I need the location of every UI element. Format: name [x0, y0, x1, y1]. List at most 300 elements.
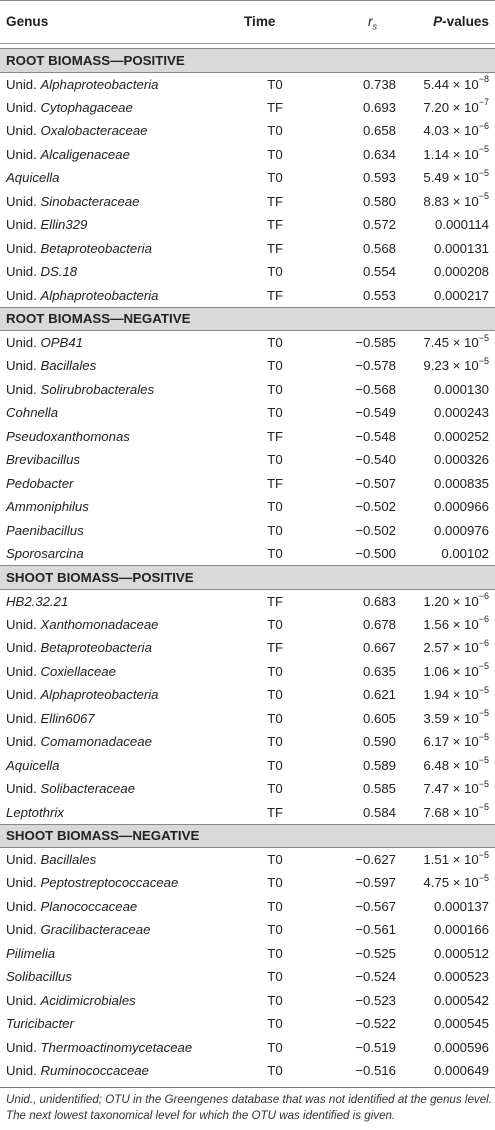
table-row — [0, 378, 495, 402]
time-cell: T0 — [267, 781, 283, 797]
genus-cell — [0, 72, 246, 96]
genus-cell — [0, 871, 246, 895]
genus-prefix: Unid. — [6, 1039, 37, 1055]
genus-cell — [0, 1059, 246, 1083]
rs-cell: −0.627 — [355, 852, 396, 867]
genus-prefix: Unid. — [6, 687, 37, 703]
pvalue-cell — [398, 237, 495, 261]
genus-cell — [0, 542, 246, 566]
genus-prefix: Unid. — [6, 898, 37, 914]
genus-cell — [0, 378, 246, 402]
time-cell: T0 — [267, 358, 283, 374]
genus-cell — [0, 683, 246, 707]
genus-prefix: Unid. — [6, 99, 37, 115]
time-cell: T0 — [267, 522, 283, 538]
pvalue-cell — [398, 895, 495, 919]
pvalue-cell — [398, 119, 495, 143]
section-header-row — [0, 49, 495, 73]
table-row — [0, 425, 495, 449]
genus-name: Solibacillus — [6, 969, 72, 985]
table-row — [0, 965, 495, 989]
pvalue-text: 0.000835 — [433, 475, 489, 491]
genus-name: Leptothrix — [6, 804, 64, 820]
pvalue-text: 0.000649 — [433, 1063, 489, 1079]
pvalue-text: 0.000114 — [434, 217, 489, 233]
time-cell: T0 — [267, 76, 283, 92]
pvalue-text: 0.000130 — [433, 381, 489, 397]
table-row — [0, 1012, 495, 1036]
rs-cell: −0.525 — [355, 945, 396, 961]
rs-cell: 0.580 — [362, 193, 396, 209]
rs-cell: 0.572 — [362, 217, 396, 233]
pvalue-cell — [398, 260, 495, 284]
genus-name: Alcaligenaceae — [40, 146, 130, 162]
pvalue-mantissa: 8.83 × 10 — [423, 193, 479, 209]
table-row — [0, 72, 495, 96]
pvalue-exponent: −5 — [478, 755, 489, 766]
rs-cell: −0.516 — [355, 1063, 396, 1079]
genus-prefix: Unid. — [6, 381, 37, 397]
pvalue-text: 0.000326 — [433, 452, 489, 468]
rs-cell: 0.683 — [362, 593, 396, 609]
time-cell: T0 — [267, 734, 283, 750]
genus-name: Xanthomonadaceae — [40, 616, 159, 632]
pvalue-cell — [398, 848, 495, 872]
pvalue-cell — [398, 918, 495, 942]
pvalue-mantissa: 7.20 × 10 — [423, 99, 479, 115]
pvalue-mantissa: 1.51 × 10 — [423, 852, 479, 867]
rs-cell: 0.585 — [362, 781, 396, 797]
pvalue-cell — [398, 1012, 495, 1036]
table-row — [0, 848, 495, 872]
genus-prefix: Unid. — [6, 663, 37, 679]
genus-prefix: Unid. — [6, 992, 37, 1008]
pvalue-mantissa: 4.75 × 10 — [423, 875, 479, 891]
genus-name: Turicibacter — [6, 1016, 74, 1032]
genus-cell — [0, 1036, 246, 1060]
rs-cell: −0.585 — [355, 335, 396, 350]
pvalue-mantissa: 7.68 × 10 — [423, 804, 479, 820]
section-title: ROOT BIOMASS—POSITIVE — [0, 49, 495, 73]
table-row — [0, 683, 495, 707]
genus-cell — [0, 636, 246, 660]
rs-cell: −0.523 — [355, 992, 396, 1008]
time-cell: T0 — [267, 1063, 283, 1079]
pvalue-cell — [398, 354, 495, 378]
pvalue-text: 0.000596 — [433, 1039, 489, 1055]
time-cell: TF — [266, 428, 284, 444]
rs-cell: −0.500 — [355, 546, 396, 561]
genus-cell — [0, 119, 246, 143]
header-rs-sub: s — [372, 21, 378, 32]
pvalue-exponent: −5 — [478, 167, 489, 178]
table-row — [0, 237, 495, 261]
section-header-row — [0, 566, 495, 590]
genus-cell — [0, 942, 246, 966]
genus-name: Solibacteraceae — [40, 781, 136, 797]
rs-cell: −0.597 — [355, 875, 396, 891]
table-row — [0, 472, 495, 496]
table-row — [0, 143, 495, 167]
table-row — [0, 331, 495, 355]
genus-cell — [0, 754, 246, 778]
pvalue-cell — [398, 660, 495, 684]
header-p-suffix: -values — [442, 14, 489, 29]
genus-cell — [0, 589, 246, 613]
time-cell: T0 — [267, 898, 283, 914]
pvalue-text: 0.000542 — [433, 992, 489, 1008]
pvalue-mantissa: 5.44 × 10 — [423, 76, 479, 92]
genus-cell — [0, 96, 246, 120]
genus-prefix: Unid. — [6, 358, 37, 374]
rs-cell: −0.507 — [355, 475, 396, 491]
rs-cell: 0.678 — [362, 616, 396, 632]
rs-cell: 0.568 — [362, 240, 396, 256]
pvalue-cell — [398, 1059, 495, 1083]
table-body — [0, 49, 495, 1083]
pvalue-exponent: −8 — [478, 74, 489, 85]
time-cell: T0 — [267, 381, 283, 397]
pvalue-exponent: −6 — [478, 120, 489, 131]
genus-name: Ellin6067 — [40, 710, 95, 726]
pvalue-text: 0.000131 — [433, 240, 489, 256]
header-genus: Genus — [6, 14, 49, 29]
pvalue-cell — [398, 378, 495, 402]
genus-name: Bacillales — [40, 358, 97, 374]
genus-name: Sporosarcina — [6, 546, 84, 561]
genus-prefix: Unid. — [6, 734, 37, 750]
table-row — [0, 871, 495, 895]
pvalue-cell — [398, 284, 495, 308]
genus-cell — [0, 237, 246, 261]
table-row — [0, 495, 495, 519]
genus-name: Betaproteobacteria — [40, 640, 152, 656]
pvalue-exponent: −5 — [478, 849, 489, 860]
table-row — [0, 519, 495, 543]
pvalue-exponent: −5 — [478, 778, 489, 789]
table-row — [0, 260, 495, 284]
genus-name: Pseudoxanthomonas — [6, 428, 130, 444]
table-row — [0, 636, 495, 660]
genus-name: Alphaproteobacteria — [40, 76, 159, 92]
pvalue-cell — [398, 72, 495, 96]
pvalue-exponent: −5 — [478, 684, 489, 695]
time-cell: T0 — [267, 663, 283, 679]
time-cell: T0 — [267, 687, 283, 703]
rs-cell: −0.548 — [355, 428, 396, 444]
footnote: Unid., unidentified; OTU in the Greengenes database that was not identified at the genus level. The next lowest taxonomical level for which the OTU was identified is given. — [6, 1093, 492, 1122]
pvalue-text: 0.000523 — [433, 969, 489, 985]
genus-prefix: Unid. — [6, 922, 37, 938]
pvalue-exponent: −5 — [478, 872, 489, 883]
rs-cell: −0.568 — [355, 381, 396, 397]
genus-cell — [0, 354, 246, 378]
header-rs-letter: r — [368, 14, 373, 29]
pvalue-exponent: −6 — [478, 614, 489, 625]
time-cell: T0 — [267, 146, 283, 162]
pvalue-cell — [398, 495, 495, 519]
genus-name: Pilimelia — [6, 945, 56, 961]
time-cell: TF — [266, 640, 284, 656]
time-cell: T0 — [267, 969, 283, 985]
table-row — [0, 754, 495, 778]
genus-cell — [0, 848, 246, 872]
rs-cell: −0.502 — [355, 499, 396, 515]
pvalue-cell — [398, 801, 495, 825]
table-row — [0, 918, 495, 942]
pvalue-text: 0.000966 — [433, 499, 489, 515]
time-cell: T0 — [267, 405, 283, 421]
genus-prefix: Unid. — [6, 781, 37, 797]
genus-prefix: Unid. — [6, 852, 37, 867]
time-cell: TF — [266, 804, 284, 820]
time-cell: T0 — [267, 452, 283, 468]
pvalue-exponent: −5 — [478, 355, 489, 366]
genus-prefix: Unid. — [6, 335, 37, 350]
header-p-letter: P — [433, 14, 443, 29]
rs-cell: 0.635 — [362, 663, 396, 679]
genus-prefix: Unid. — [6, 217, 37, 233]
table-row — [0, 801, 495, 825]
pvalue-exponent: −5 — [478, 661, 489, 672]
time-cell: T0 — [267, 499, 283, 515]
genus-cell — [0, 190, 246, 214]
time-cell: TF — [266, 240, 284, 256]
genus-cell — [0, 965, 246, 989]
pvalue-cell — [398, 331, 495, 355]
rs-cell: −0.519 — [355, 1039, 396, 1055]
genus-cell — [0, 425, 246, 449]
rs-cell: −0.540 — [355, 452, 396, 468]
time-cell: T0 — [267, 264, 283, 280]
time-cell: T0 — [267, 992, 283, 1008]
time-cell: TF — [266, 475, 284, 491]
rs-cell: 0.693 — [362, 99, 396, 115]
genus-name: Acidimicrobiales — [40, 992, 136, 1008]
table-row — [0, 1059, 495, 1083]
time-cell: T0 — [267, 757, 283, 773]
table-row — [0, 1036, 495, 1060]
pvalue-text: 0.000217 — [433, 287, 489, 303]
pvalue-cell — [398, 1036, 495, 1060]
pvalue-cell — [398, 754, 495, 778]
table-row — [0, 401, 495, 425]
pvalue-exponent: −5 — [478, 802, 489, 813]
section-header-row — [0, 307, 495, 331]
genus-name: Sinobacteraceae — [40, 193, 140, 209]
genus-name: Comamonadaceae — [40, 734, 152, 750]
genus-name: Coxiellaceae — [40, 663, 116, 679]
pvalue-cell — [398, 730, 495, 754]
time-cell: TF — [266, 287, 284, 303]
table-row — [0, 542, 495, 566]
pvalue-mantissa: 1.20 × 10 — [423, 593, 479, 609]
pvalue-mantissa: 5.49 × 10 — [423, 170, 479, 186]
table-row — [0, 660, 495, 684]
table-row — [0, 448, 495, 472]
genus-prefix: Unid. — [6, 146, 37, 162]
pvalue-cell — [398, 166, 495, 190]
table-row — [0, 707, 495, 731]
pvalue-mantissa: 6.17 × 10 — [423, 734, 479, 750]
pvalue-exponent: −6 — [478, 637, 489, 648]
pvalue-cell — [398, 777, 495, 801]
time-cell: T0 — [267, 852, 283, 867]
header-rule — [0, 43, 495, 44]
genus-name: DS.18 — [40, 264, 78, 280]
genus-cell — [0, 1012, 246, 1036]
pvalue-cell — [398, 613, 495, 637]
genus-name: Aquicella — [6, 757, 60, 773]
genus-name: HB2.32.21 — [6, 593, 69, 609]
time-cell: TF — [266, 593, 284, 609]
genus-prefix: Unid. — [6, 640, 37, 656]
pvalue-exponent: −5 — [478, 731, 489, 742]
pvalue-cell — [398, 965, 495, 989]
genus-prefix: Unid. — [6, 616, 37, 632]
time-cell: T0 — [267, 875, 283, 891]
table-row — [0, 942, 495, 966]
rs-cell: 0.605 — [362, 710, 396, 726]
genus-cell — [0, 401, 246, 425]
rs-cell: −0.578 — [355, 358, 396, 374]
genus-cell — [0, 448, 246, 472]
rs-cell: 0.589 — [362, 757, 396, 773]
genus-cell — [0, 260, 246, 284]
time-cell: TF — [266, 99, 284, 115]
genus-name: Thermoactinomycetaceae — [40, 1039, 193, 1055]
pvalue-mantissa: 3.59 × 10 — [423, 710, 479, 726]
genus-name: Solirubrobacterales — [40, 381, 155, 397]
pvalue-exponent: −5 — [478, 144, 489, 155]
genus-name: Cohnella — [6, 405, 59, 421]
rs-cell: 0.621 — [362, 687, 396, 703]
genus-cell — [0, 613, 246, 637]
genus-cell — [0, 707, 246, 731]
rs-cell: −0.549 — [355, 405, 396, 421]
rs-cell: −0.524 — [355, 969, 396, 985]
header-rs — [368, 14, 377, 32]
genus-cell — [0, 472, 246, 496]
pvalue-text: 0.000252 — [433, 428, 489, 444]
rs-cell: 0.667 — [362, 640, 396, 656]
table-row — [0, 96, 495, 120]
table-row — [0, 213, 495, 237]
table-row — [0, 166, 495, 190]
genus-name: Planococcaceae — [40, 898, 138, 914]
pvalue-mantissa: 1.56 × 10 — [423, 616, 479, 632]
genus-cell — [0, 801, 246, 825]
genus-cell — [0, 284, 246, 308]
genus-prefix: Unid. — [6, 875, 37, 891]
genus-cell — [0, 166, 246, 190]
genus-cell — [0, 519, 246, 543]
time-cell: T0 — [267, 1039, 283, 1055]
genus-prefix: Unid. — [6, 193, 37, 209]
pvalue-text: 0.000208 — [433, 264, 489, 280]
pvalue-text: 0.000166 — [433, 922, 489, 938]
genus-name: Ellin329 — [40, 217, 88, 233]
time-cell: T0 — [267, 1016, 283, 1032]
time-cell: T0 — [267, 123, 283, 139]
genus-prefix: Unid. — [6, 264, 37, 280]
genus-cell — [0, 989, 246, 1013]
pvalue-exponent: −6 — [478, 591, 489, 602]
pvalue-exponent: −7 — [478, 97, 489, 108]
pvalue-text: 0.000976 — [433, 522, 489, 538]
pvalue-cell — [398, 636, 495, 660]
genus-name: Pedobacter — [6, 475, 74, 491]
pvalue-cell — [398, 96, 495, 120]
table-row — [0, 989, 495, 1013]
genus-prefix: Unid. — [6, 240, 37, 256]
time-cell: TF — [266, 217, 284, 233]
pvalue-mantissa: 1.06 × 10 — [423, 663, 479, 679]
pvalue-text: 0.00102 — [441, 546, 489, 561]
pvalue-mantissa: 6.48 × 10 — [423, 757, 479, 773]
genus-prefix: Unid. — [6, 76, 37, 92]
genus-name: Alphaproteobacteria — [40, 687, 159, 703]
section-title: SHOOT BIOMASS—POSITIVE — [0, 566, 495, 590]
rs-cell: 0.553 — [362, 287, 396, 303]
time-cell: TF — [266, 193, 284, 209]
rs-cell: 0.590 — [362, 734, 396, 750]
genus-name: Brevibacillus — [6, 452, 81, 468]
genus-name: Alphaproteobacteria — [40, 287, 159, 303]
genus-name: Peptostreptococcaceae — [40, 875, 179, 891]
pvalue-text: 0.000545 — [433, 1016, 489, 1032]
genus-name: Betaproteobacteria — [40, 240, 152, 256]
genus-cell — [0, 143, 246, 167]
genus-cell — [0, 777, 246, 801]
genus-prefix: Unid. — [6, 123, 37, 139]
rs-cell: 0.584 — [362, 804, 396, 820]
pvalue-cell — [398, 519, 495, 543]
table-row — [0, 777, 495, 801]
pvalue-cell — [398, 472, 495, 496]
time-cell: T0 — [267, 170, 283, 186]
pvalue-exponent: −5 — [478, 708, 489, 719]
pvalue-text: 0.000137 — [433, 898, 489, 914]
pvalue-text: 0.000512 — [433, 945, 489, 961]
pvalue-cell — [398, 707, 495, 731]
rs-cell: −0.502 — [355, 522, 396, 538]
pvalue-mantissa: 4.03 × 10 — [423, 123, 479, 139]
pvalue-cell — [398, 542, 495, 566]
genus-prefix: Unid. — [6, 710, 37, 726]
pvalue-exponent: −5 — [478, 191, 489, 202]
bottom-rule — [0, 1087, 495, 1088]
pvalue-mantissa: 1.14 × 10 — [423, 146, 479, 162]
time-cell: T0 — [267, 335, 283, 350]
genus-name: Aquicella — [6, 170, 60, 186]
time-cell: T0 — [267, 710, 283, 726]
pvalue-cell — [398, 989, 495, 1013]
pvalue-mantissa: 2.57 × 10 — [423, 640, 479, 656]
pvalue-cell — [398, 942, 495, 966]
header-time: Time — [244, 14, 276, 29]
genus-name: Gracilibacteraceae — [40, 922, 151, 938]
genus-name: Oxalobacteraceae — [40, 123, 148, 139]
table-row — [0, 190, 495, 214]
section-title: ROOT BIOMASS—NEGATIVE — [0, 307, 495, 331]
section-header-row — [0, 824, 495, 848]
genus-prefix: Unid. — [6, 287, 37, 303]
genus-cell — [0, 895, 246, 919]
pvalue-mantissa: 1.94 × 10 — [423, 687, 479, 703]
pvalue-cell — [398, 871, 495, 895]
pvalue-cell — [398, 143, 495, 167]
